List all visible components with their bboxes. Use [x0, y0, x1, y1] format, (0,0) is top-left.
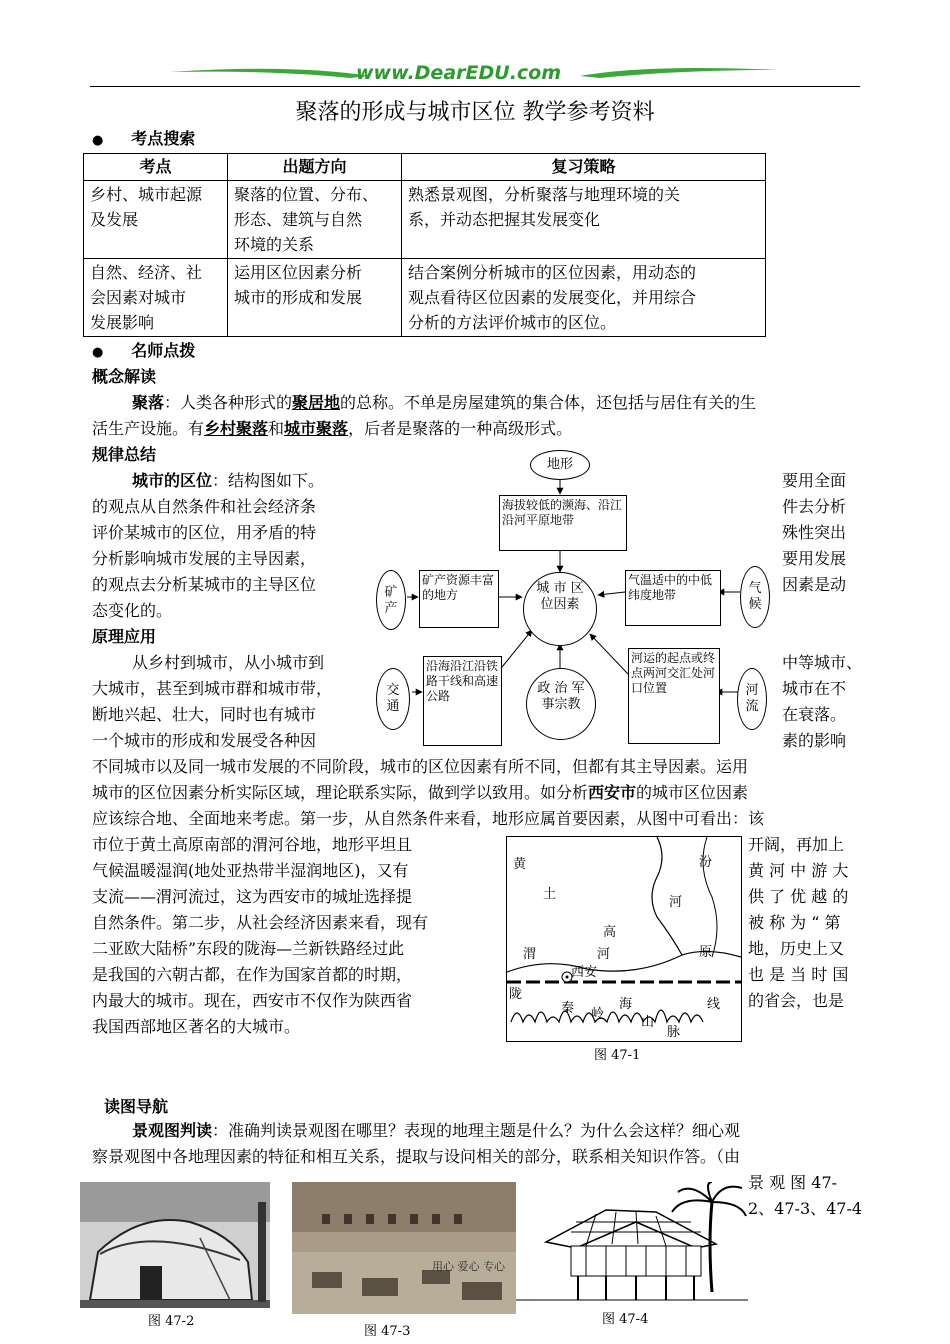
- map-label: 原: [699, 945, 713, 960]
- rules-line: 评价某城市的区位，用矛盾的特: [92, 523, 317, 542]
- col-header: 出题方向: [228, 154, 402, 181]
- map-label: 汾: [699, 855, 713, 870]
- map-right-line: 黄 河 中 游 大: [748, 861, 849, 880]
- map-label: 土: [543, 887, 557, 902]
- map-left-line: 我国西部地区著名的大城市。: [92, 1017, 301, 1036]
- map-label: 山: [641, 1015, 655, 1030]
- app-full-line: 城市的区位因素分析实际区域，理论联系实际，做到学以致用。如分析西安市的城市区位因素: [92, 783, 749, 802]
- page-title: 聚落的形成与城市区位 教学参考资料: [295, 100, 655, 125]
- app-right-line: 素的影响: [782, 731, 847, 750]
- app-full-line: 不同城市以及同一城市发展的不同阶段，城市的区位因素有所不同，但都有其主导因素。运用: [92, 757, 749, 776]
- node-climate: 气候: [740, 566, 770, 628]
- rules-right-line: 要用发展: [782, 549, 847, 568]
- node-politics: 政 治 军事宗教: [526, 668, 596, 740]
- node-transport: 交通: [376, 668, 410, 730]
- photo-yurt: [80, 1182, 270, 1308]
- photo-caption: 图 47-4: [602, 1312, 649, 1327]
- rules-right-line: 殊性突出: [782, 523, 847, 542]
- reading-heading: 读图导航: [104, 1097, 169, 1116]
- rules-right-line: 因素是动: [782, 575, 847, 594]
- yaodong-image: [292, 1182, 516, 1314]
- rules-heading: 规律总结: [92, 445, 157, 464]
- map-label: 秦: [561, 1001, 575, 1016]
- concept-line-1: 聚落：人类各种形式的聚居地的总称。不单是房屋建筑的集合体，还包括与居住有关的生: [132, 393, 757, 412]
- logo-text: www.DearEDU.com: [356, 62, 562, 84]
- reading-right-line: 景 观 图 47-: [748, 1173, 838, 1192]
- box-river: 河运的起点或终点两河交汇处河口位置: [628, 648, 720, 744]
- rules-right-line: 件去分析: [782, 497, 847, 516]
- app-right-line: 城市在不: [782, 679, 847, 698]
- box-mineral: 矿产资源丰富的地方: [419, 570, 499, 628]
- term-location: 城市的区位: [132, 471, 213, 490]
- map-left-line: 市位于黄土高原南部的渭河谷地，地形平坦且: [92, 835, 413, 854]
- table-cell: 乡村、城市起源 及发展: [84, 181, 228, 259]
- box-climate: 气温适中的中低纬度地带: [625, 570, 721, 626]
- term-urban: 城市聚落: [284, 419, 349, 438]
- reading-line: 景观图判读：准确判读景观图在哪里？表现的地理主题是什么？为什么会这样？细心观: [132, 1121, 741, 1140]
- bullet-icon: ●: [92, 345, 104, 360]
- box-transport: 沿海沿江沿铁路干线和高速公路: [423, 656, 502, 746]
- rules-right-line: 要用全面: [782, 471, 847, 490]
- photo-caption: 图 47-2: [148, 1314, 195, 1329]
- map-caption: 图 47-1: [594, 1048, 641, 1063]
- map-label: 海: [619, 997, 633, 1012]
- rules-line: 城市的区位：结构图如下。: [132, 471, 325, 490]
- node-center: 城 市 区 位因素: [523, 572, 597, 646]
- map-right-line: 的省会，也是: [748, 991, 845, 1010]
- photo-yaodong: [292, 1182, 516, 1314]
- map-label-city: 西安: [571, 965, 598, 980]
- node-river: 河流: [737, 668, 767, 730]
- section-heading: 名师点拨: [131, 341, 196, 360]
- table-cell: 自然、经济、社 会因素对城市 发展影响: [84, 259, 228, 337]
- col-header: 复习策略: [402, 154, 766, 181]
- app-right-line: 在衰落。: [782, 705, 847, 724]
- map-label: 高: [603, 925, 617, 940]
- table-cell: 熟悉景观图，分析聚落与地理环境的关 系，并动态把握其发展变化: [402, 181, 766, 259]
- col-header: 考点: [84, 154, 228, 181]
- map-label: 陇: [509, 987, 523, 1002]
- yurt-image: [80, 1182, 270, 1308]
- map-left-line: 自然条件。第二步，从社会经济因素来看，现有: [92, 913, 429, 932]
- photo-stilt-house: [516, 1182, 748, 1306]
- map-label: 河: [669, 895, 683, 910]
- rules-line: 的观点去分析某城市的主导区位: [92, 575, 317, 594]
- section-heading: 考点搜索: [131, 129, 196, 148]
- app-line: 从乡村到城市，从小城市到: [132, 653, 325, 672]
- app-line: 断地兴起、壮大，同时也有城市: [92, 705, 317, 724]
- map-right-line: 也 是 当 时 国: [748, 965, 849, 984]
- table-cell: 运用区位因素分析 城市的形成和发展: [228, 259, 402, 337]
- map-label: 岭: [591, 1007, 605, 1022]
- concept-heading: 概念解读: [92, 367, 157, 386]
- term-xian: 西安市: [588, 783, 637, 802]
- photo-caption: 图 47-3: [364, 1324, 411, 1339]
- bullet-icon: ●: [92, 133, 104, 148]
- map-left-line: 支流——渭河流过，这为西安市的城址选择提: [92, 887, 413, 906]
- photo-watermark: 用心 爱心 专心: [432, 1260, 505, 1273]
- stilt-house-image: [516, 1182, 748, 1306]
- map-label: 渭: [523, 947, 537, 962]
- app-right-line: 中等城市、: [782, 653, 863, 672]
- rules-line: 分析影响城市发展的主导因素，: [92, 549, 317, 568]
- rules-line: 的观点从自然条件和社会经济条: [92, 497, 317, 516]
- map-right-line: 供 了 优 越 的: [748, 887, 849, 906]
- app-full-line: 应该综合地、全面地来考虑。第一步，从自然条件来看，地形应属首要因素，从图中可看出：该: [92, 809, 765, 828]
- map-left-line: 气候温暖湿润(地处亚热带半湿润地区)，又有: [92, 861, 409, 880]
- table-cell: 聚落的位置、分布、 形态、建筑与自然 环境的关系: [228, 181, 402, 259]
- map-left-line: 二亚欧大陆桥”东段的陇海—兰新铁路经过此: [92, 939, 405, 958]
- map-label: 线: [707, 997, 721, 1012]
- box-terrain: 海拔较低的濒海、沿江沿河平原地带: [499, 495, 627, 551]
- map-label: 黄: [513, 857, 527, 872]
- term-juluo: 聚落: [132, 393, 165, 412]
- map-right-line: 地，历史上又: [748, 939, 845, 958]
- map-xian: [506, 836, 742, 1042]
- application-heading: 原理应用: [92, 627, 157, 646]
- table-cell: 结合案例分析城市的区位因素，用动态的 观点看待区位因素的发展变化，并用综合 分析的方法评价城市的区位。: [402, 259, 766, 337]
- term-landscape: 景观图判读: [132, 1121, 213, 1140]
- map-left-line: 是我国的六朝古都，在作为国家首都的时期，: [92, 965, 413, 984]
- node-terrain: 地形: [530, 450, 590, 480]
- app-line: 大城市，甚至到城市群和城市带，: [92, 679, 333, 698]
- app-line: 一个城市的形成和发展受各种因: [92, 731, 317, 750]
- reading-line: 察景观图中各地理因素的特征和相互关系，提取与设问相关的部分，联系相关知识作答。（由: [92, 1147, 741, 1166]
- rules-line: 态变化的。: [92, 601, 173, 620]
- map-right-line: 开阔，再加上: [748, 835, 845, 854]
- map-left-line: 内最大的城市。现在，西安市不仅作为陕西省: [92, 991, 413, 1010]
- concept-line-2: 活生产设施。有乡村聚落和城市聚落，后者是聚落的一种高级形式。: [92, 419, 573, 438]
- map-label: 脉: [667, 1025, 681, 1040]
- map-label: 河: [597, 947, 611, 962]
- node-mineral: 矿产: [376, 570, 406, 630]
- term-rural: 乡村聚落: [204, 419, 269, 438]
- map-right-line: 被 称 为 “ 第: [748, 913, 841, 932]
- term-jujudi: 聚居地: [292, 393, 341, 412]
- reading-right-line: 2、47-3、47-4: [748, 1199, 863, 1218]
